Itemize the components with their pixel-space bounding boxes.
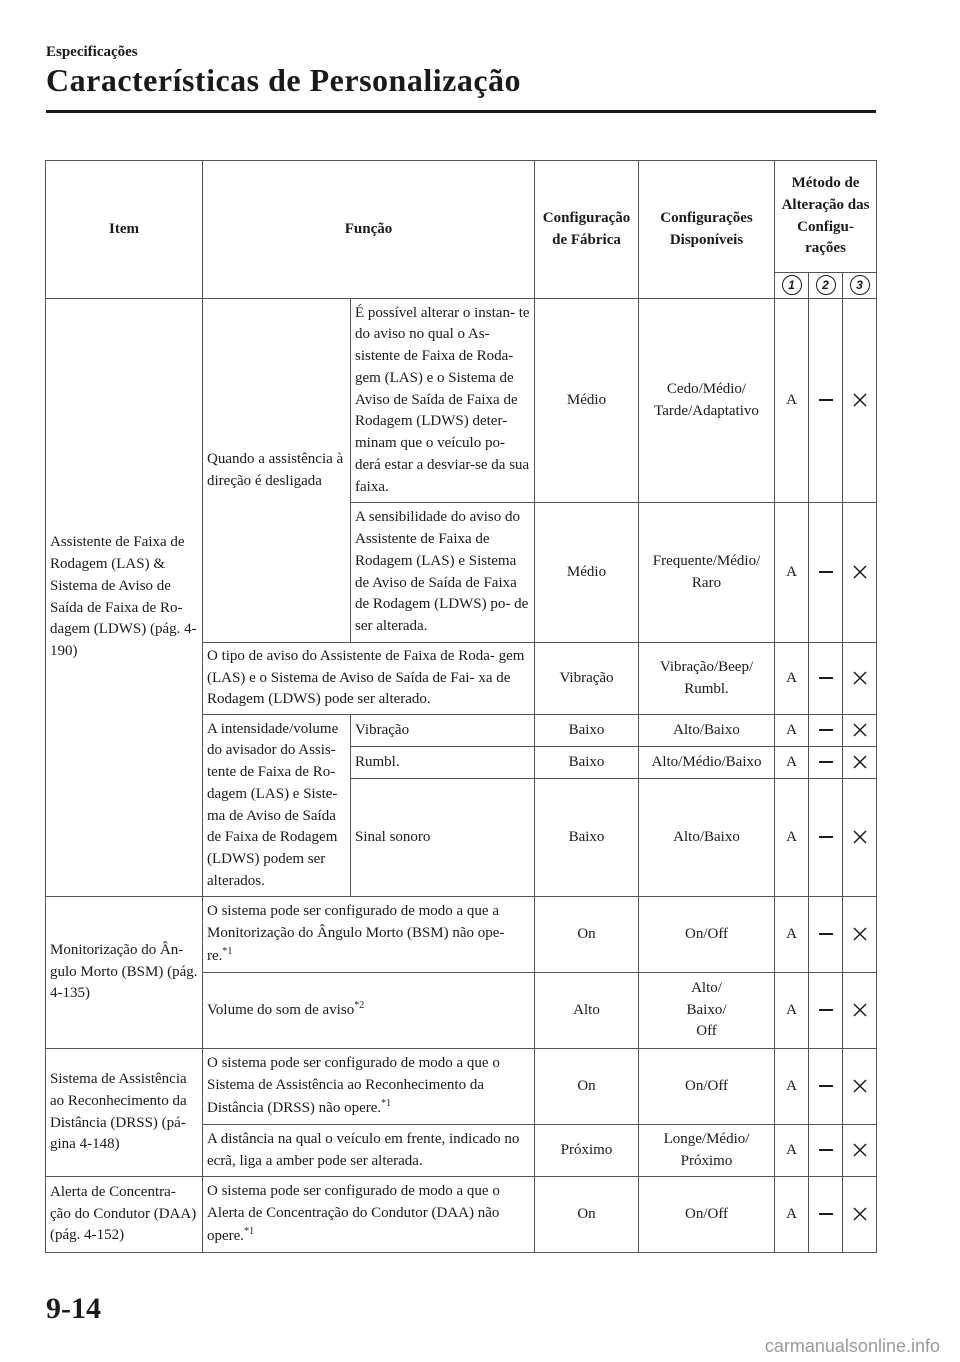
method-unavailable: [843, 779, 877, 897]
method-none: [809, 503, 843, 643]
footnote-mark: *1: [222, 945, 233, 957]
table-row: [46, 1177, 877, 1253]
method-a: A: [775, 715, 809, 747]
factory-cell: On: [535, 1049, 639, 1125]
method-none: [809, 973, 843, 1049]
customization-table: [45, 160, 877, 1253]
method-unavailable: [843, 1177, 877, 1253]
available-cell: Alto/ Baixo/ Off: [639, 973, 775, 1049]
available-cell: Longe/Médio/ Próximo: [639, 1125, 775, 1177]
group-las-volume: A intensidade/volume do avisador do Assis- tente de Faixa de Ro- dagem (LAS) e Siste- ma de Aviso de Saída de Faixa de Rodagem (LDWS) podem ser alterados.: [203, 715, 351, 897]
available-cell: Alto/Baixo: [639, 779, 775, 897]
factory-cell: Baixo: [535, 715, 639, 747]
method-none: [809, 897, 843, 973]
function-cell: Vibração: [351, 715, 535, 747]
method-none: [809, 1177, 843, 1253]
method-unavailable: [843, 1049, 877, 1125]
watermark: carmanualsonline.info: [764, 1336, 940, 1356]
dash-icon: [819, 836, 833, 838]
section-label: Especificações: [46, 44, 138, 60]
available-cell: Frequente/Médio/ Raro: [639, 503, 775, 643]
method-col-3: [843, 273, 877, 299]
method-unavailable: [843, 503, 877, 643]
function-cell: Sinal sonoro: [351, 779, 535, 897]
cross-icon: [853, 565, 867, 579]
item-drss: Sistema de Assistência ao Reconhecimento da Distância (DRSS) (pá- gina 4-148): [46, 1049, 203, 1177]
available-cell: Vibração/Beep/ Rumbl.: [639, 643, 775, 715]
cross-icon: [853, 755, 867, 769]
function-text: O sistema pode ser configurado de modo a que o Sistema de Assistência ao Reconhecimento da Distância (DRSS) não opere.: [207, 1055, 500, 1116]
cross-icon: [853, 1207, 867, 1221]
group-las-off: Quando a assistência à direção é desligada: [203, 299, 351, 643]
factory-cell: Vibração: [535, 643, 639, 715]
method-unavailable: [843, 1125, 877, 1177]
header-method: Método de Alteração das Configu- rações: [775, 161, 877, 273]
method-none: [809, 1049, 843, 1125]
function-cell: A distância na qual o veículo em frente, indicado no ecrã, liga a amber pode ser alterada.: [203, 1125, 535, 1177]
method-unavailable: [843, 715, 877, 747]
available-cell: On/Off: [639, 1049, 775, 1125]
method-a: A: [775, 503, 809, 643]
footnote-mark: *1: [381, 1097, 392, 1109]
method-col-2: [809, 273, 843, 299]
available-cell: On/Off: [639, 897, 775, 973]
dash-icon: [819, 677, 833, 679]
circled-number-1: 1: [782, 275, 802, 295]
method-col-1: [775, 273, 809, 299]
table-row: [46, 299, 877, 503]
factory-cell: Baixo: [535, 747, 639, 779]
method-unavailable: [843, 643, 877, 715]
cross-icon: [853, 1143, 867, 1157]
method-none: [809, 779, 843, 897]
method-a: A: [775, 897, 809, 973]
cross-icon: [853, 723, 867, 737]
footnote-mark: *1: [244, 1225, 255, 1237]
function-cell: O tipo de aviso do Assistente de Faixa de Roda- gem (LAS) e o Sistema de Aviso de Saída de Fai- xa de Rodagem (LDWS) pode ser alterado.: [203, 643, 535, 715]
dash-icon: [819, 1085, 833, 1087]
method-a: A: [775, 299, 809, 503]
header-row: [46, 161, 877, 273]
function-text: O sistema pode ser configurado de modo a que o Alerta de Concentração do Condutor (DAA) não opere.: [207, 1183, 500, 1244]
dash-icon: [819, 399, 833, 401]
method-a: A: [775, 1049, 809, 1125]
header-function: Função: [203, 161, 535, 299]
method-a: A: [775, 973, 809, 1049]
title-rule: [46, 110, 876, 113]
footnote-mark: *2: [354, 1000, 365, 1012]
dash-icon: [819, 933, 833, 935]
method-a: A: [775, 779, 809, 897]
cross-icon: [853, 830, 867, 844]
method-a: A: [775, 643, 809, 715]
method-none: [809, 643, 843, 715]
cross-icon: [853, 927, 867, 941]
method-a: A: [775, 747, 809, 779]
method-none: [809, 299, 843, 503]
function-cell: A sensibilidade do aviso do Assistente de Faixa de Rodagem (LAS) e Sistema de Aviso de Saída de Faixa de Rodagem (LDWS) po- de ser alterada.: [351, 503, 535, 643]
function-cell: [203, 1177, 535, 1253]
function-cell: [203, 973, 535, 1049]
function-cell: [203, 1049, 535, 1125]
dash-icon: [819, 571, 833, 573]
factory-cell: Baixo: [535, 779, 639, 897]
factory-cell: Médio: [535, 299, 639, 503]
factory-cell: Próximo: [535, 1125, 639, 1177]
item-bsm: Monitorização do Ân- gulo Morto (BSM) (pág. 4-135): [46, 897, 203, 1049]
header-available: Configurações Disponíveis: [639, 161, 775, 299]
method-a: A: [775, 1125, 809, 1177]
function-cell: É possível alterar o instan- te do aviso no qual o As- sistente de Faixa de Roda- gem (LAS) e o Sistema de Aviso de Saída de Faixa de Rodagem (LDWS) deter- minam que o veículo po- derá estar a desviar-se da sua faixa.: [351, 299, 535, 503]
method-unavailable: [843, 973, 877, 1049]
method-unavailable: [843, 747, 877, 779]
method-none: [809, 1125, 843, 1177]
method-unavailable: [843, 299, 877, 503]
cross-icon: [853, 671, 867, 685]
dash-icon: [819, 1213, 833, 1215]
cross-icon: [853, 393, 867, 407]
item-las: Assistente de Faixa de Rodagem (LAS) & Sistema de Aviso de Saída de Faixa de Ro- dagem (LDWS) (pág. 4-190): [46, 299, 203, 897]
header-factory: Configuração de Fábrica: [535, 161, 639, 299]
table-row: [46, 897, 877, 973]
cross-icon: [853, 1003, 867, 1017]
function-cell: [203, 897, 535, 973]
factory-cell: Alto: [535, 973, 639, 1049]
page-number: 9-14: [46, 1292, 101, 1325]
available-cell: On/Off: [639, 1177, 775, 1253]
header-item: Item: [46, 161, 203, 299]
method-none: [809, 747, 843, 779]
cross-icon: [853, 1079, 867, 1093]
dash-icon: [819, 1149, 833, 1151]
available-cell: Cedo/Médio/ Tarde/Adaptativo: [639, 299, 775, 503]
dash-icon: [819, 729, 833, 731]
dash-icon: [819, 1009, 833, 1011]
circled-number-2: 2: [816, 275, 836, 295]
factory-cell: On: [535, 1177, 639, 1253]
available-cell: Alto/Médio/Baixo: [639, 747, 775, 779]
available-cell: Alto/Baixo: [639, 715, 775, 747]
method-a: A: [775, 1177, 809, 1253]
factory-cell: Médio: [535, 503, 639, 643]
function-cell: Rumbl.: [351, 747, 535, 779]
method-none: [809, 715, 843, 747]
factory-cell: On: [535, 897, 639, 973]
table-row: [46, 1049, 877, 1125]
item-daa: Alerta de Concentra- ção do Condutor (DAA) (pág. 4-152): [46, 1177, 203, 1253]
circled-number-3: 3: [850, 275, 870, 295]
page-title: Características de Personalização: [46, 62, 522, 98]
method-unavailable: [843, 897, 877, 973]
function-text: Volume do som de aviso: [207, 1002, 355, 1019]
dash-icon: [819, 761, 833, 763]
function-text: O sistema pode ser configurado de modo a que a Monitorização do Ângulo Morto (BSM) não ope- re.: [207, 903, 505, 964]
